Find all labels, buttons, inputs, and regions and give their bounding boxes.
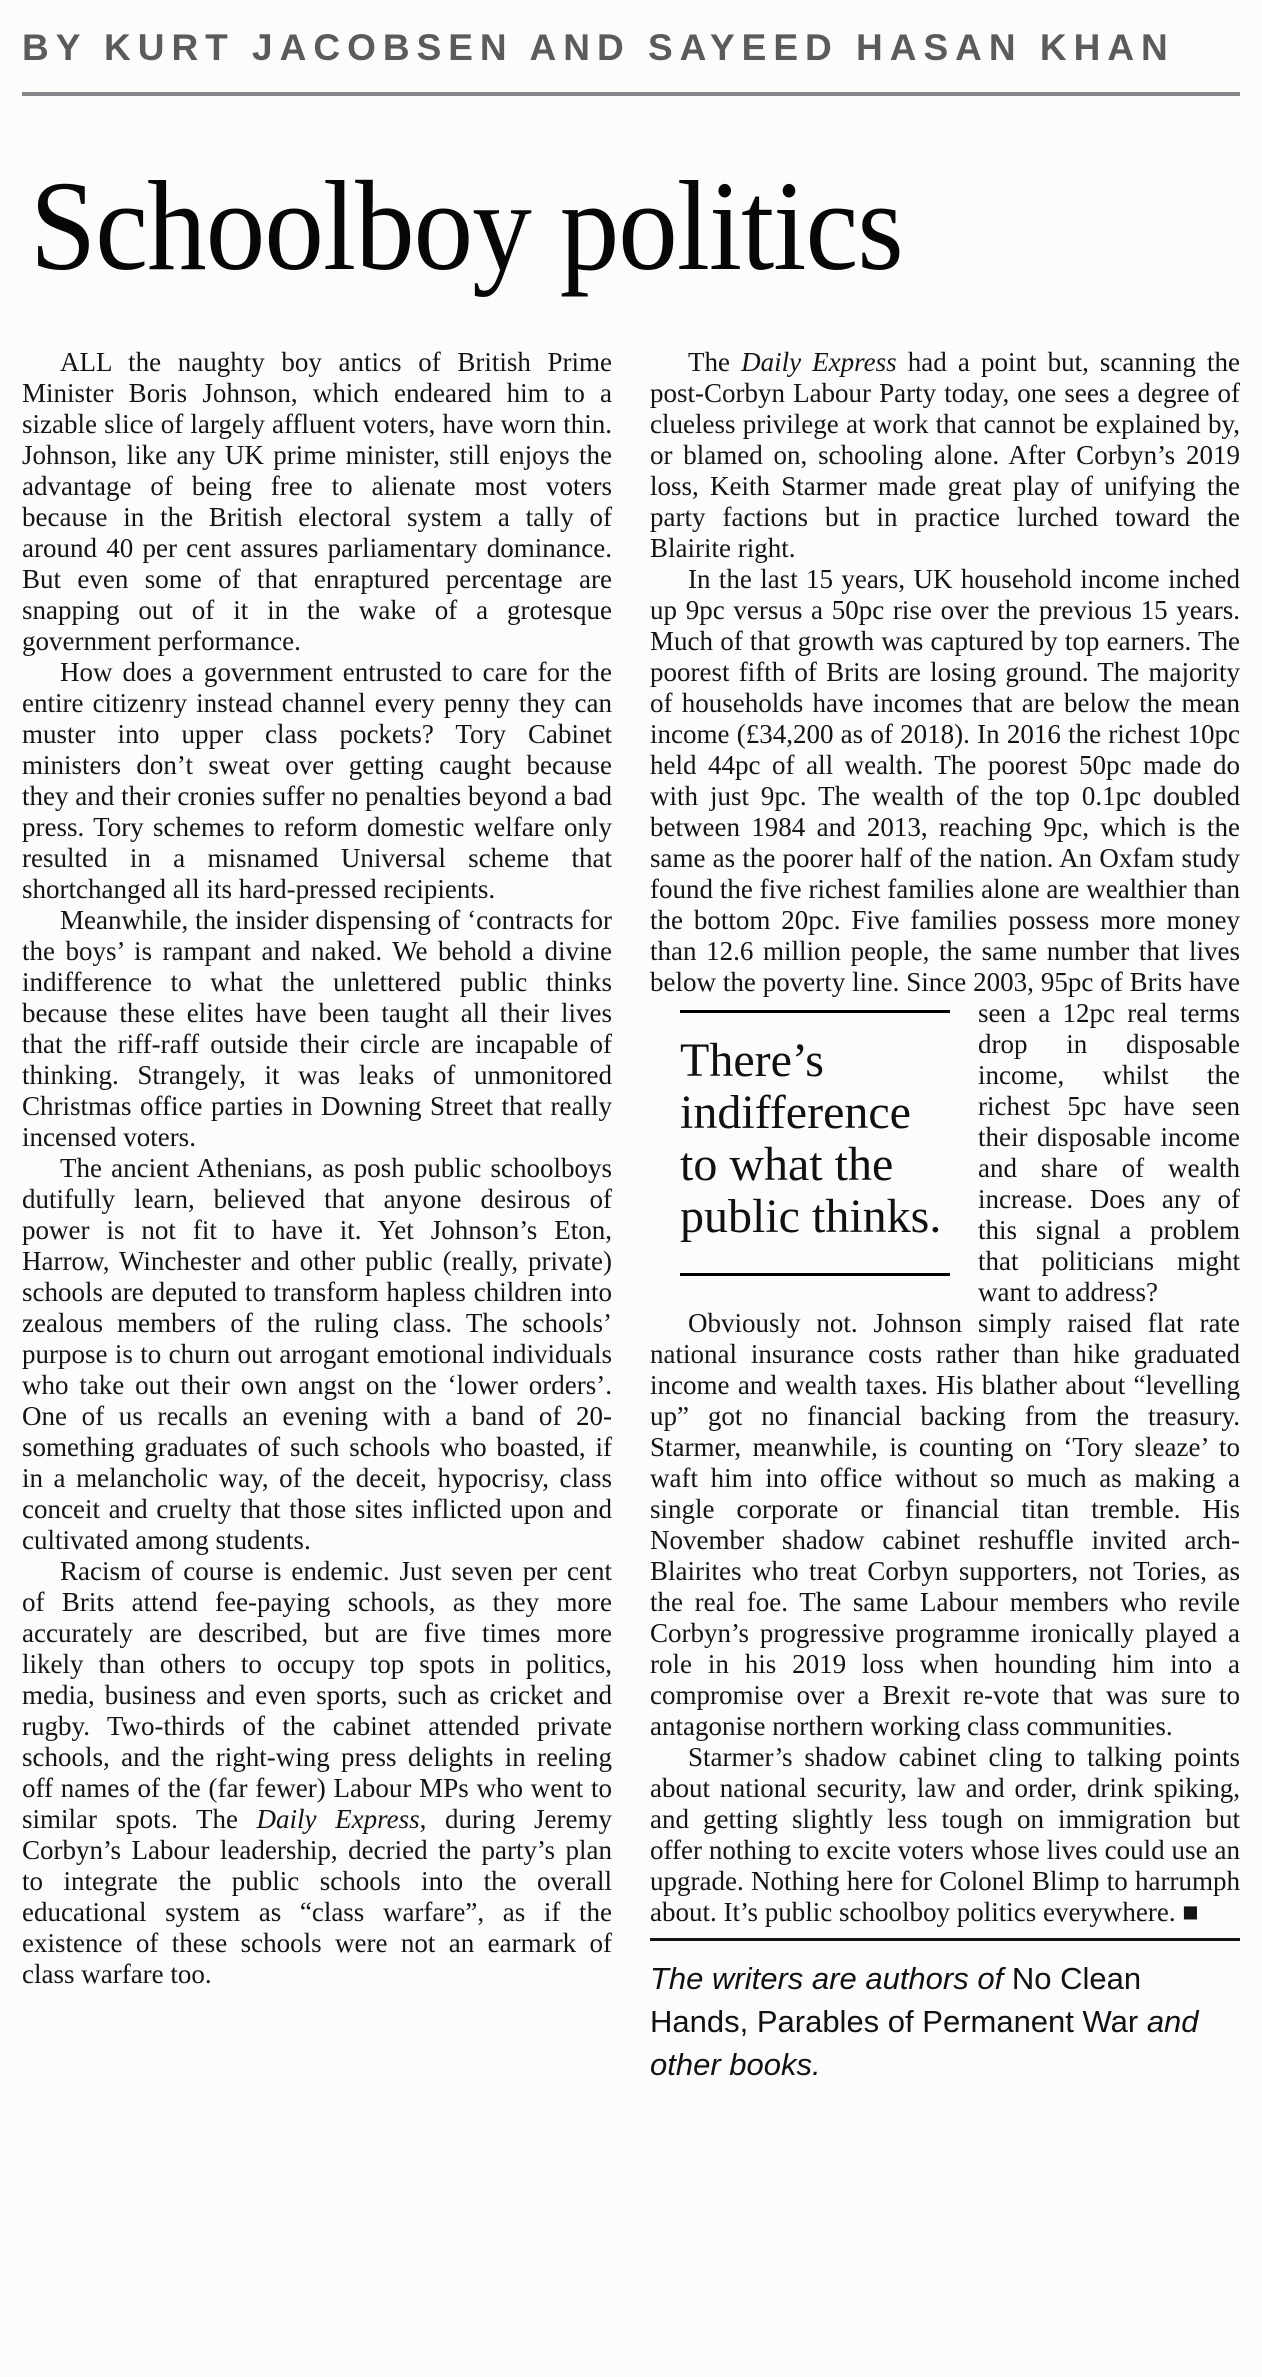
footnote-book-titles: No Clean Hands, Parables of Permanent War xyxy=(650,1961,1142,2040)
byline: BY KURT JACOBSEN AND SAYEED HASAN KHAN xyxy=(22,27,1175,68)
paragraph: The Daily Express had a point but, scanning the post-Corbyn Labour Party today, one sees a degree of clueless privilege at work that cannot be explained by, or blamed on, schooling alone. After Corbyn’s 2019 loss, Keith Starmer made great play of unifying the party factions but in practice lurched toward the Blairite right. xyxy=(650,347,1241,564)
footnote-italic-text: and other books. xyxy=(650,2004,1199,2083)
column-right xyxy=(650,347,1240,2086)
footnote-italic-text: The writers are authors of xyxy=(650,1961,1012,1997)
paragraph: Meanwhile, the insider dispensing of ‘contracts for the boys’ is rampant and naked. We behold a divine indifference to what the unlettered public thinks because these elites have been taught all their lives that the riff-raff outside their circle are incapable of thinking. Strangely, it was leaks of unmonitored Christmas office parties in Downing Street that really incensed voters. xyxy=(22,905,612,1153)
paragraph: Obviously not. Johnson simply raised flat rate national insurance costs rather than hike graduated income and wealth taxes. His blather about “levelling up” got no financial backing from the treasury. Starmer, meanwhile, is counting on ‘Tory sleaze’ to waft him into office without so much as making a single corporate or financial titan tremble. His November shadow cabinet reshuffle invited arch-Blairites who treat Corbyn supporters, not Tories, as the real foe. The same Labour members who revile Corbyn’s progressive programme ironically played a role in his 2019 loss when hounding him into a compromise over a Brexit re-vote that was sure to antagonise northern working class communities. xyxy=(650,1308,1240,1742)
paragraph: ALL the naughty boy antics of British Prime Minister Boris Johnson, which endeared him to a sizable slice of largely affluent voters, have worn thin. Johnson, like any UK prime minister, still enjoys the advantage of being free to alienate most voters because in the British electoral system a tally of around 40 per cent assures parliamentary dominance. But even some of that enraptured percentage are snapping out of it in the wake of a grotesque government performance. xyxy=(22,347,612,657)
byline-rule xyxy=(22,92,1240,96)
article-header xyxy=(22,26,1240,297)
paragraph: Starmer’s shadow cabinet cling to talking points about national security, law and order, drink spiking, and getting slightly less tough on immigration but offer nothing to excite voters whose lives could use an upgrade. Nothing here for Colonel Blimp to harrumph about. It’s public schoolboy politics everywhere. ■ xyxy=(650,1742,1240,1928)
pull-quote-text: There’s indifference to what the public thinks. xyxy=(680,1010,950,1276)
pull-quote xyxy=(650,1010,950,1276)
article-body xyxy=(22,347,1240,2086)
column-left xyxy=(22,347,612,2086)
column-right-paragraphs xyxy=(650,347,1240,1928)
authors-footnote xyxy=(650,1938,1240,2086)
italic-text: Daily Express xyxy=(256,1804,420,1835)
paragraph: In the last 15 years, UK household income inched up 9pc versus a 50pc rise over the previous 15 years. Much of that growth was captured by top earners. The poorest fifth of Brits are losing ground. The majority of households have incomes that are below the mean income (£34,200 as of 2018). In 2016 the richest 10pc held 44pc of all wealth. The poorest 50pc made do with just 9pc. The wealth of the top 0.1pc doubled between 1984 and 2013, reaching 9pc, which is the same as the poorer half of the nation. An Oxfam study found the five richest families alone are wealthier than the bottom 20pc. Five families possess more money than 12.6 million people, the same number that lives below the poverty line. Since 2003, 95pc of Brits have There’s indifference to what the public thinks. seen a 12pc real terms drop in disposable income, whilst the richest 5pc have seen their disposable income and share of wealth increase. Does any of this signal a problem that politicians might want to address? xyxy=(650,564,1240,1308)
headline: Schoolboy politics xyxy=(30,155,903,298)
paragraph: Racism of course is endemic. Just seven per cent of Brits attend fee-paying schools, as they more accurately are described, but are five times more likely than others to occupy top spots in politics, media, business and even sports, such as cricket and rugby. Two-thirds of the cabinet attended private schools, and the right-wing press delights in reeling off names of the (far fewer) Labour MPs who went to similar spots. The Daily Express, during Jeremy Corbyn’s Labour leadership, decried the party’s plan to integrate the public schools into the overall educational system as “class warfare”, as if the existence of these schools were not an earmark of class warfare too. xyxy=(22,1556,612,1990)
italic-text: Daily Express xyxy=(741,347,897,378)
paragraph: The ancient Athenians, as posh public schoolboys dutifully learn, believed that anyone desirous of power is not fit to have it. Yet Johnson’s Eton, Harrow, Winchester and other public (really, private) schools are deputed to transform hapless children into zealous members of the ruling class. The schools’ purpose is to churn out arrogant emotional individuals who take out their own angst on the ‘lower orders’. One of us recalls an evening with a band of 20-something graduates of such schools who boasted, if in a melancholic way, of the deceit, hypocrisy, class conceit and cruelty that those sites inflicted upon and cultivated among students. xyxy=(22,1153,612,1556)
paragraph: How does a government entrusted to care for the entire citizenry instead channel every penny they can muster into upper class pockets? Tory Cabinet ministers don’t sweat over getting caught because they and their cronies suffer no penalties beyond a bad press. Tory schemes to reform domestic welfare only resulted in a misnamed Universal scheme that shortchanged all its hard-pressed recipients. xyxy=(22,657,612,905)
